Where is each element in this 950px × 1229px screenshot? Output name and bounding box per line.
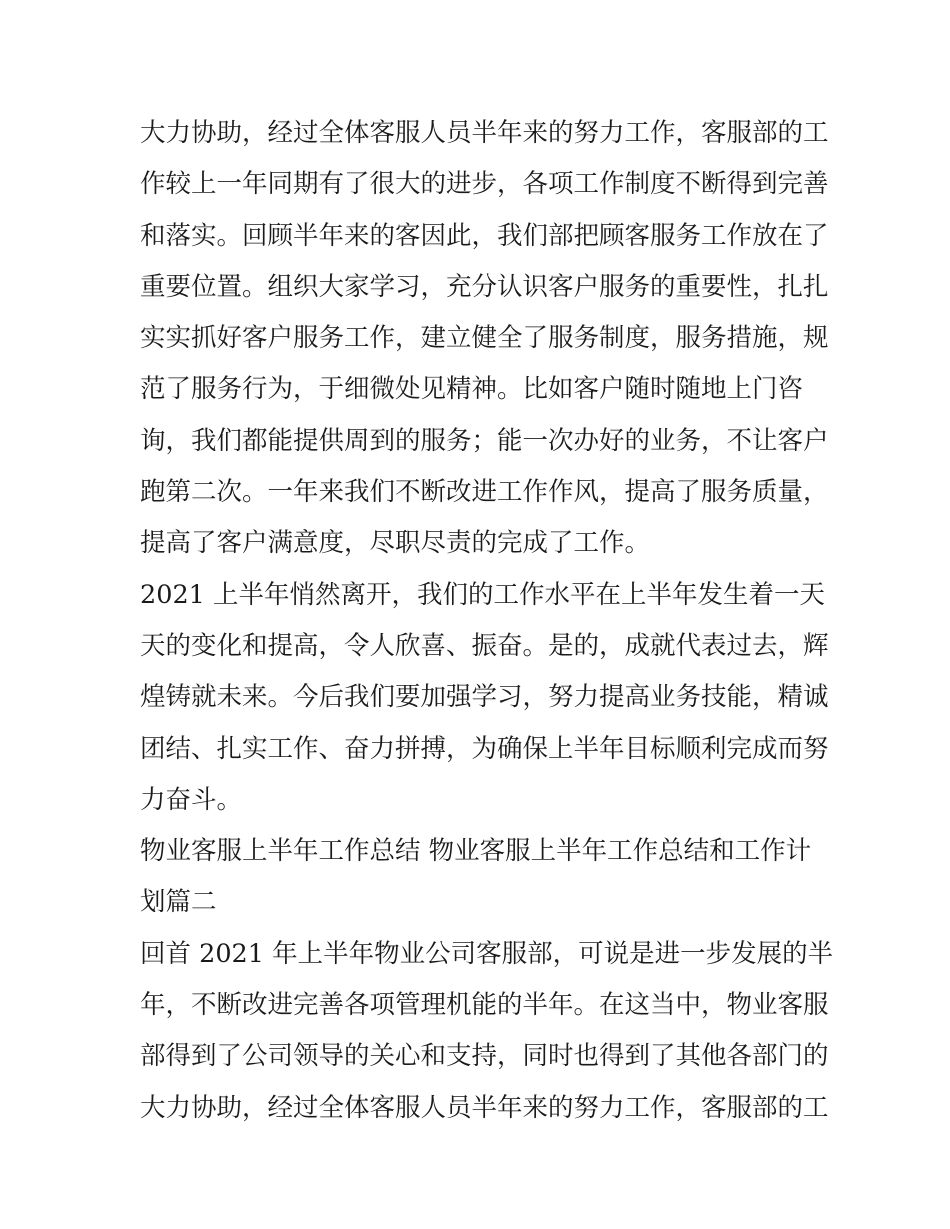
- text-line: 天的变化和提高，令人欣喜、振奋。是的，成就代表过去，辉: [140, 630, 829, 661]
- document-page: [140, 108, 834, 1134]
- text-line: 和落实。回顾半年来的客因此，我们部把顾客服务工作放在了: [140, 220, 829, 251]
- text-line: 提高了客户满意度，尽职尽责的完成了工作。: [140, 528, 651, 559]
- text-line: 年，不断改进完善各项管理机能的半年。在这当中，物业客服: [140, 990, 829, 1021]
- text-line: 作较上一年同期有了很大的进步，各项工作制度不断得到完善: [140, 169, 829, 200]
- text-line: 实实抓好客户服务工作，建立健全了服务制度，服务措施，规: [140, 323, 829, 354]
- text-line: 重要位置。组织大家学习，充分认识客户服务的重要性，扎扎: [140, 271, 829, 302]
- text-line: 团结、扎实工作、奋力拼搏，为确保上半年目标顺利完成而努: [140, 733, 829, 764]
- text-line: 部得到了公司领导的关心和支持，同时也得到了其他各部门的: [140, 1041, 829, 1072]
- section-heading: 物业客服上半年工作总结 物业客服上半年工作总结和工作计: [140, 836, 812, 867]
- text-line: 力奋斗。: [140, 784, 243, 815]
- text-line: 跑第二次。一年来我们不断改进工作作风，提高了服务质量，: [140, 477, 829, 508]
- text-line: 回首 2021 年上半年物业公司客服部，可说是进一步发展的半: [140, 938, 834, 969]
- text-line: 询，我们都能提供周到的服务；能一次办好的业务，不让客户: [140, 425, 829, 456]
- text-line: 范了服务行为，于细微处见精神。比如客户随时随地上门咨: [140, 374, 804, 405]
- text-line: 大力协助，经过全体客服人员半年来的努力工作，客服部的工: [140, 118, 829, 148]
- text-line: 大力协助，经过全体客服人员半年来的努力工作，客服部的工: [140, 1092, 829, 1123]
- text-line: 煌铸就未来。今后我们要加强学习，努力提高业务技能，精诚: [140, 682, 829, 713]
- text-line: 2021 上半年悄然离开，我们的工作水平在上半年发生着一天: [140, 579, 826, 610]
- section-heading: 划篇二: [140, 887, 217, 918]
